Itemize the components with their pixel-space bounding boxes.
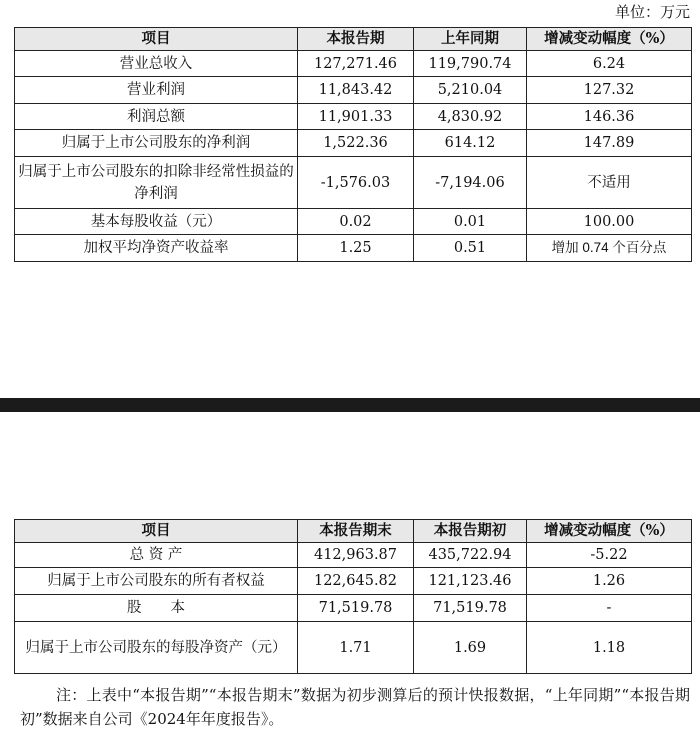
cell-prior: 5,210.04 bbox=[414, 77, 527, 104]
cell-period-start: 71,519.78 bbox=[414, 595, 527, 622]
cell-current: 11,843.42 bbox=[298, 77, 414, 104]
cell-current: 0.02 bbox=[298, 209, 414, 235]
cell-prior: 0.51 bbox=[414, 235, 527, 262]
row-label: 基本每股收益（元） bbox=[15, 209, 298, 235]
table-row bbox=[15, 568, 692, 595]
cell-current: -1,576.03 bbox=[298, 157, 414, 209]
table-row bbox=[15, 235, 692, 262]
header-prior-period: 上年同期 bbox=[414, 28, 527, 51]
cell-change: - bbox=[527, 595, 692, 622]
row-label: 股 本 bbox=[15, 595, 298, 622]
cell-period-end: 122,645.82 bbox=[298, 568, 414, 595]
cell-prior: -7,194.06 bbox=[414, 157, 527, 209]
cell-prior: 4,830.92 bbox=[414, 104, 527, 130]
cell-prior: 0.01 bbox=[414, 209, 527, 235]
income-table bbox=[14, 27, 692, 262]
row-label: 加权平均净资产收益率 bbox=[15, 235, 298, 262]
table-header-row bbox=[15, 28, 692, 51]
unit-label: 单位：万元 bbox=[614, 3, 690, 21]
row-label: 归属于上市公司股东的净利润 bbox=[15, 130, 298, 157]
row-label: 营业利润 bbox=[15, 77, 298, 104]
row-label: 归属于上市公司股东的扣除非经常性损益的净利润 bbox=[15, 157, 298, 209]
header-item: 项目 bbox=[15, 520, 298, 543]
separator-band bbox=[0, 398, 700, 412]
row-label: 归属于上市公司股东的所有者权益 bbox=[15, 568, 298, 595]
cell-current: 11,901.33 bbox=[298, 104, 414, 130]
table-header-row bbox=[15, 520, 692, 543]
cell-prior: 119,790.74 bbox=[414, 51, 527, 77]
cell-current: 1,522.36 bbox=[298, 130, 414, 157]
table-row bbox=[15, 77, 692, 104]
cell-change: 增加 0.74 个百分点 bbox=[527, 235, 692, 262]
header-change: 增减变动幅度（%） bbox=[527, 520, 692, 543]
cell-period-end: 71,519.78 bbox=[298, 595, 414, 622]
cell-prior: 614.12 bbox=[414, 130, 527, 157]
cell-change: 1.26 bbox=[527, 568, 692, 595]
table-row bbox=[15, 51, 692, 77]
table-row bbox=[15, 157, 692, 209]
header-period-start: 本报告期初 bbox=[414, 520, 527, 543]
row-label: 总 资 产 bbox=[15, 543, 298, 568]
table-row bbox=[15, 595, 692, 622]
table-row bbox=[15, 130, 692, 157]
cell-change: 1.18 bbox=[527, 622, 692, 674]
cell-current: 1.25 bbox=[298, 235, 414, 262]
cell-change: -5.22 bbox=[527, 543, 692, 568]
cell-change: 不适用 bbox=[527, 157, 692, 209]
header-period-end: 本报告期末 bbox=[298, 520, 414, 543]
cell-period-end: 1.71 bbox=[298, 622, 414, 674]
row-label: 营业总收入 bbox=[15, 51, 298, 77]
cell-period-end: 412,963.87 bbox=[298, 543, 414, 568]
header-change: 增减变动幅度（%） bbox=[527, 28, 692, 51]
balance-table bbox=[14, 519, 692, 674]
cell-period-start: 1.69 bbox=[414, 622, 527, 674]
footnote: 注：上表中“本报告期”“本报告期末”数据为初步测算后的预计快报数据，“上年同期”“本报告期初”数据来自公司《2024年年度报告》。 bbox=[20, 686, 690, 728]
table-row bbox=[15, 543, 692, 568]
table-row bbox=[15, 104, 692, 130]
cell-period-start: 121,123.46 bbox=[414, 568, 527, 595]
row-label: 利润总额 bbox=[15, 104, 298, 130]
cell-change: 147.89 bbox=[527, 130, 692, 157]
cell-change: 127.32 bbox=[527, 77, 692, 104]
cell-change: 6.24 bbox=[527, 51, 692, 77]
header-current-period: 本报告期 bbox=[298, 28, 414, 51]
table-row bbox=[15, 209, 692, 235]
header-item: 项目 bbox=[15, 28, 298, 51]
cell-change: 146.36 bbox=[527, 104, 692, 130]
table-row bbox=[15, 622, 692, 674]
cell-current: 127,271.46 bbox=[298, 51, 414, 77]
cell-change: 100.00 bbox=[527, 209, 692, 235]
row-label: 归属于上市公司股东的每股净资产（元） bbox=[15, 622, 298, 674]
cell-period-start: 435,722.94 bbox=[414, 543, 527, 568]
